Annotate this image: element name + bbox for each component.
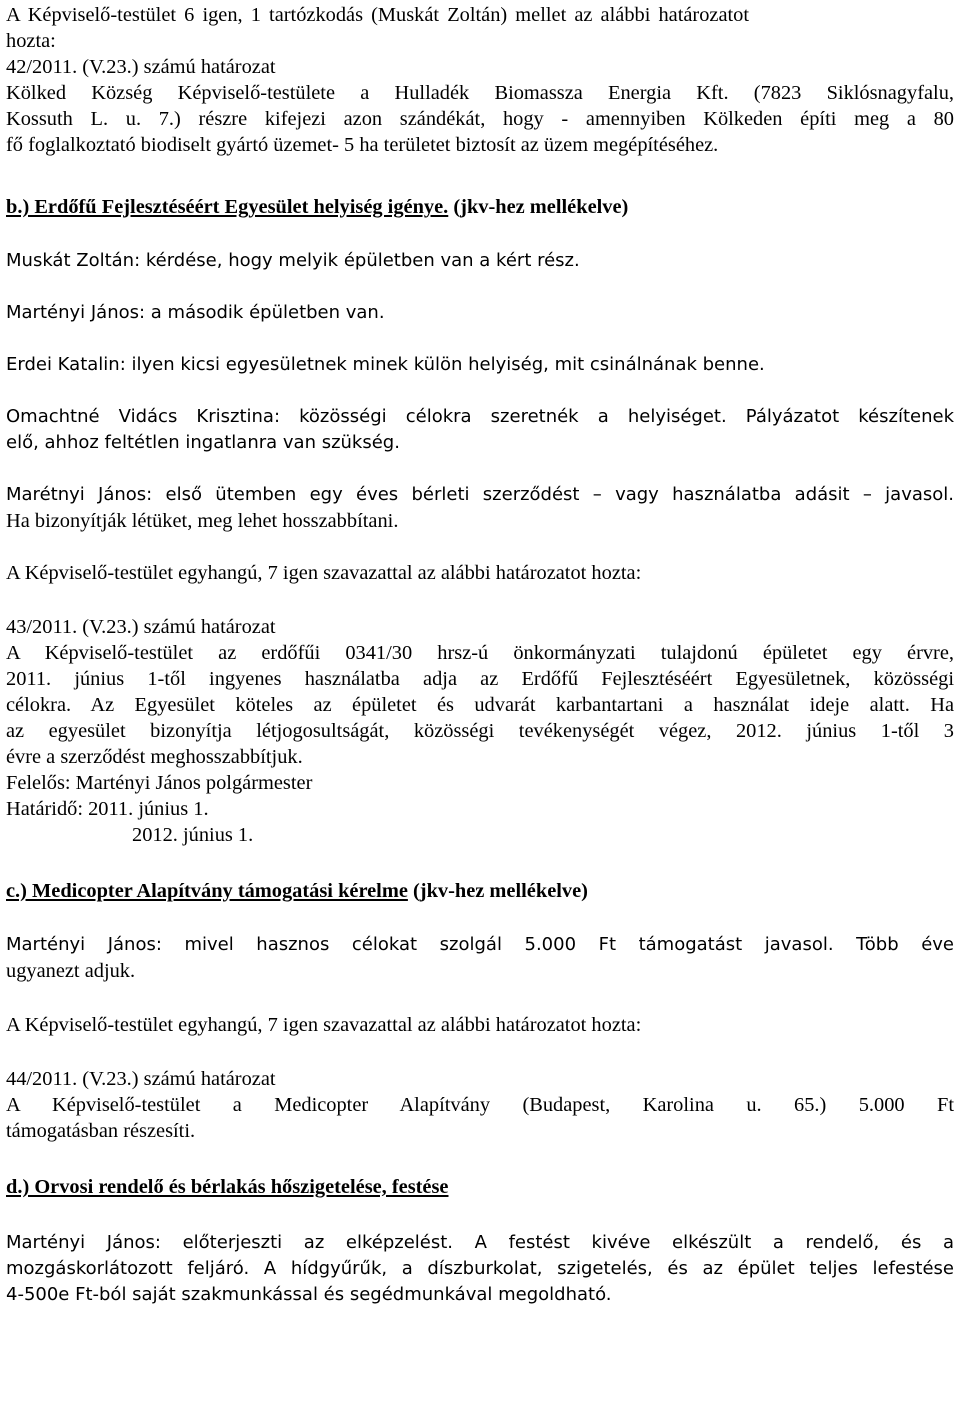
responsible-person: Felelős: Martényi János polgármester [6, 772, 313, 794]
paragraph-line: célokra. Az Egyesület köteles az épületet és udvarát karbantartani a használat ideje alatt. Ha [6, 694, 954, 716]
paragraph-line: támogatásban részesíti. [6, 1120, 196, 1142]
paragraph-line: az egyesület bizonyítja létjogosultságát, közösségi tevékenységét végez, 2012. június 1-től 3 [6, 720, 954, 742]
section-heading-b [6, 194, 628, 220]
discussion-line: elő, ahhoz feltétlen ingatlanra van szükség. [6, 432, 400, 453]
discussion-line: Ha bizonyítják létüket, meg lehet hosszabbítani. [6, 510, 399, 532]
paragraph-line: 2011. június 1-től ingyenes használatba adja az Erdőfű Fejlesztéséért Egyesületnek, közösségi [6, 668, 954, 690]
discussion-line: Martényi János: előterjeszti az elképzelést. A festést kivéve elkészült a rendelő, és a [6, 1232, 954, 1253]
paragraph-line: A Képviselő-testület 6 igen, 1 tartózkodás (Muskát Zoltán) mellet az alábbi határozatot [6, 4, 750, 26]
discussion-line: Omachtné Vidács Krisztina: közösségi célokra szeretnék a helyiséget. Pályázatot készítenek [6, 406, 954, 427]
section-heading-c [6, 878, 588, 904]
resolution-title-43: 43/2011. (V.23.) számú határozat [6, 616, 276, 638]
section-heading-c-title: c.) Medicopter Alapítvány támogatási kérelme [6, 880, 408, 902]
discussion-line: Erdei Katalin: ilyen kicsi egyesületnek minek külön helyiség, mit csinálnának benne. [6, 354, 765, 375]
section-heading-d-title: d.) Orvosi rendelő és bérlakás hőszigetelése, festése [6, 1176, 449, 1198]
discussion-line: Martényi János: mivel hasznos célokat szolgál 5.000 Ft támogatást javasol. Több éve [6, 934, 954, 955]
deadline: Határidő: 2011. június 1. [6, 798, 209, 820]
discussion-line: mozgáskorlátozott feljáró. A hídgyűrűk, a díszburkolat, szigetelés, és az épület teljes lefestése [6, 1258, 954, 1279]
deadline-second: 2012. június 1. [132, 824, 254, 846]
paragraph-line: évre a szerződést meghosszabbítjuk. [6, 746, 303, 768]
paragraph-line: hozta: [6, 30, 56, 52]
discussion-line: Martényi János: a második épületben van. [6, 302, 385, 323]
section-heading-d [6, 1174, 448, 1200]
vote-statement: A Képviselő-testület egyhangú, 7 igen szavazattal az alábbi határozatot hozta: [6, 562, 642, 584]
section-heading-b-title: b.) Erdőfű Fejlesztéséért Egyesület helyiség igénye. [6, 196, 449, 218]
resolution-title-44: 44/2011. (V.23.) számú határozat [6, 1068, 276, 1090]
vote-statement: A Képviselő-testület egyhangú, 7 igen szavazattal az alábbi határozatot hozta: [6, 1014, 642, 1036]
section-heading-c-note: (jkv-hez mellékelve) [407, 880, 588, 902]
paragraph-line: fő foglalkoztató biodiselt gyártó üzemet- 5 ha területet biztosít az üzem megépítéséhez. [6, 134, 719, 156]
discussion-line: ugyanezt adjuk. [6, 960, 136, 982]
resolution-title-42: 42/2011. (V.23.) számú határozat [6, 56, 276, 78]
paragraph-line: Kossuth L. u. 7.) részre kifejezi azon szándékát, hogy - amennyiben Kölkeden építi meg a 80 [6, 108, 954, 130]
paragraph-line: Kölked Község Képviselő-testülete a Hulladék Biomassza Energia Kft. (7823 Siklósnagyfalu, [6, 82, 954, 104]
paragraph-line: A Képviselő-testület az erdőfűi 0341/30 hrsz-ú önkormányzati tulajdonú épületet egy érvre, [6, 642, 954, 664]
section-heading-b-note: (jkv-hez mellékelve) [448, 196, 629, 218]
discussion-line: Marétnyi János: első ütemben egy éves bérleti szerződést – vagy használatba adásit – javasol. [6, 484, 954, 505]
discussion-line: Muskát Zoltán: kérdése, hogy melyik épületben van a kért rész. [6, 250, 580, 271]
paragraph-line: A Képviselő-testület a Medicopter Alapítvány (Budapest, Karolina u. 65.) 5.000 Ft [6, 1094, 954, 1116]
discussion-line: 4-500e Ft-ból saját szakmunkással és segédmunkával megoldható. [6, 1284, 612, 1305]
